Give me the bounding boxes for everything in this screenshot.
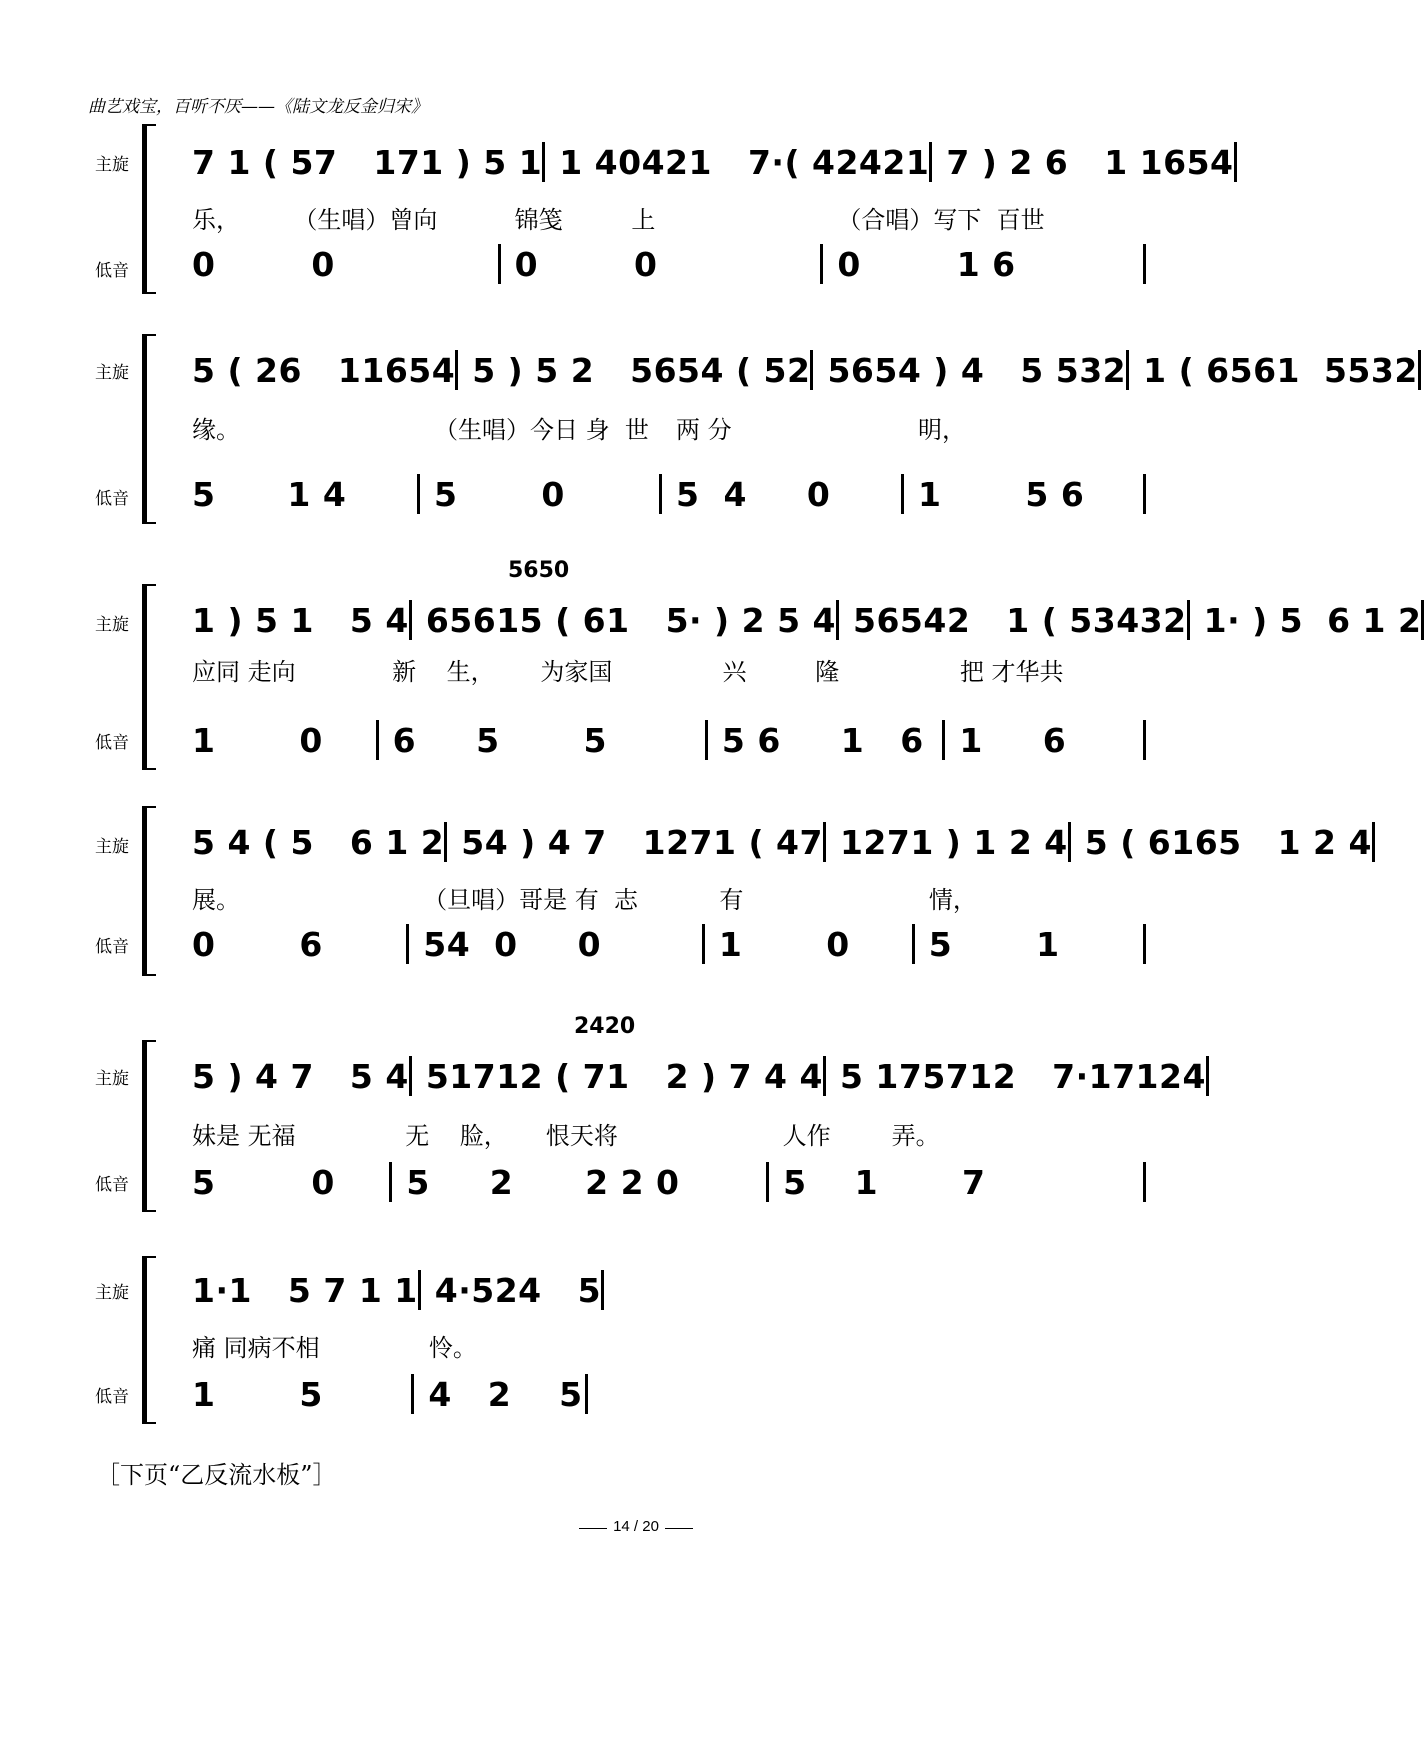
lyric-measure: （旦唱）哥是 有 志 (423, 885, 639, 914)
score-system-3 (90, 558, 1422, 770)
bass-line (178, 242, 1146, 286)
melody-measure: 4·524 5 (434, 1270, 602, 1310)
page-header: 曲艺戏宝，百听不厌——《陆文龙反金归宋》 (88, 97, 428, 117)
page-number-rule (579, 1528, 607, 1529)
barline (1234, 142, 1237, 182)
bass-measure: 5 1 (928, 924, 1060, 964)
melody-label: 主旋 (95, 615, 129, 635)
lyric-line (178, 880, 1146, 914)
lyric-measure: 明， (918, 415, 966, 444)
barline (1143, 474, 1146, 514)
melody-measure: 1· ) 5 6 1 2 (1203, 600, 1422, 640)
bass-measure: 0 1 6 (837, 244, 1016, 284)
lyric-measure: 痛 同病不相 (192, 1333, 320, 1362)
score-system-2 (90, 334, 1418, 524)
melody-measure: 5 175712 7·17124 (839, 1056, 1206, 1096)
system-brace (142, 124, 156, 294)
lyric-measure: 展。 (192, 885, 240, 914)
lyric-measure: 锦笺 上 (514, 205, 656, 234)
lyric-measure: 怜。 (428, 1333, 477, 1362)
barline (1143, 720, 1146, 760)
melody-measure: 7 ) 2 6 1 1654 (946, 142, 1234, 182)
lyric-measure: 无 脸， 恨天将 (405, 1121, 618, 1150)
bass-label: 低音 (95, 937, 129, 957)
lyric-line (178, 200, 1146, 234)
bass-line (178, 472, 1146, 516)
bass-measure: 4 2 5 (428, 1374, 583, 1414)
lyric-measure: 情， (928, 885, 977, 914)
melody-measure: 5654 ) 4 5 532 (827, 350, 1127, 390)
lyric-line (178, 652, 1146, 686)
barline (1206, 1056, 1209, 1096)
melody-label: 主旋 (95, 1069, 129, 1089)
lyric-line (178, 410, 1146, 444)
bass-label: 低音 (95, 261, 129, 281)
bass-measure: 1 0 (192, 720, 323, 760)
lyric-measure: 有 (719, 885, 744, 914)
grace-notes: 2420 (574, 1014, 636, 1039)
bass-measure: 5 0 (192, 1162, 335, 1202)
page-number-rule (665, 1528, 693, 1529)
system-brace (142, 806, 156, 976)
bass-measure: 1 5 6 (918, 474, 1085, 514)
melody-measure: 1 ) 5 1 5 4 (192, 600, 409, 640)
melody-measure: 56542 1 ( 53432 (853, 600, 1187, 640)
barline (1418, 350, 1421, 390)
melody-measure: 1 40421 7·( 42421 (559, 142, 930, 182)
melody-measure: 5 ) 5 2 5654 ( 52 (472, 350, 811, 390)
lyric-measure: 缘。 (192, 415, 240, 444)
grace-notes: 5650 (508, 558, 570, 583)
melody-line (178, 820, 1372, 864)
bass-label: 低音 (95, 1387, 129, 1407)
bass-measure: 1 5 (192, 1374, 323, 1414)
lyric-measure: 人作 弄。 (782, 1121, 940, 1150)
melody-line (178, 348, 1418, 392)
melody-measure: 7 1 ( 57 171 ) 5 1 (192, 142, 543, 182)
melody-measure: 1·1 5 7 1 1 (192, 1270, 418, 1310)
lyric-measure: 乐， （生唱）曾向 (192, 205, 438, 234)
melody-measure: 1 ( 6561 5532 (1143, 350, 1418, 390)
bass-measure: 5 1 7 (783, 1162, 986, 1202)
score-system-1 (90, 124, 1234, 294)
lyric-measure: （合唱）写下 百世 (837, 205, 1045, 234)
lyric-measure: 妹是 无福 (192, 1121, 296, 1150)
melody-label: 主旋 (95, 155, 129, 175)
bass-measure: 1 6 (959, 720, 1067, 760)
barline (585, 1374, 588, 1414)
bass-line (178, 1372, 588, 1416)
melody-line (178, 598, 1422, 642)
melody-label: 主旋 (95, 837, 129, 857)
lyric-measure: 兴 隆 (722, 657, 840, 686)
system-brace (142, 334, 156, 524)
page-number (0, 1518, 1272, 1535)
melody-measure: 5 ) 4 7 5 4 (192, 1056, 409, 1096)
page-number-label: 14 / 20 (613, 1518, 659, 1535)
bass-measure: 5 0 (434, 474, 565, 514)
melody-measure: 65615 ( 61 5· ) 2 5 4 (425, 600, 836, 640)
system-brace (142, 1256, 156, 1424)
barline (1372, 822, 1375, 862)
score-system-6 (90, 1256, 1200, 1424)
lyric-measure: 把 才华共 (959, 657, 1064, 686)
bass-label: 低音 (95, 489, 129, 509)
bass-measure: 0 6 (192, 924, 323, 964)
melody-label: 主旋 (95, 1283, 129, 1303)
melody-line (178, 1054, 1206, 1098)
system-brace (142, 1040, 156, 1212)
bass-measure: 5 1 4 (192, 474, 347, 514)
melody-line (178, 140, 1234, 184)
lyric-measure: 两 分 (676, 415, 732, 444)
bass-measure: 6 5 5 (392, 720, 607, 760)
bass-measure: 0 0 (192, 244, 335, 284)
barline (1143, 924, 1146, 964)
barline (1143, 244, 1146, 284)
bass-line (178, 1160, 1146, 1204)
melody-measure: 5 ( 26 11654 (192, 350, 456, 390)
lyric-measure: 应同 走向 (192, 657, 296, 686)
bass-measure: 5 2 2 2 0 (406, 1162, 680, 1202)
melody-label: 主旋 (95, 363, 129, 383)
bass-measure: 0 0 (514, 244, 658, 284)
bass-measure: 1 0 (718, 924, 850, 964)
barline (1143, 1162, 1146, 1202)
lyric-line (178, 1116, 1146, 1150)
bass-measure: 5 4 0 (676, 474, 831, 514)
lyric-measure: （生唱）今日 身 世 (434, 415, 649, 444)
melody-measure: 5 4 ( 5 6 1 2 (192, 822, 445, 862)
barline (601, 1270, 604, 1310)
bass-line (178, 922, 1146, 966)
melody-measure: 5 ( 6165 1 2 4 (1084, 822, 1372, 862)
next-page-note: ［下页“乙反流水板”］ (96, 1461, 337, 1489)
melody-measure: 54 ) 4 7 1271 ( 47 (461, 822, 823, 862)
system-brace (142, 584, 156, 770)
lyric-line (178, 1328, 588, 1362)
bass-label: 低音 (95, 1175, 129, 1195)
melody-measure: 51712 ( 71 2 ) 7 4 4 (425, 1056, 823, 1096)
bass-measure: 5 6 1 6 (721, 720, 924, 760)
melody-measure: 1271 ) 1 2 4 (839, 822, 1068, 862)
melody-line (178, 1268, 602, 1312)
score-system-4 (90, 806, 1372, 976)
bass-label: 低音 (95, 733, 129, 753)
bass-line (178, 718, 1146, 762)
score-system-5 (90, 1014, 1206, 1212)
lyric-measure: 新 生， 为家国 (392, 657, 613, 686)
bass-measure: 54 0 0 (423, 924, 602, 964)
